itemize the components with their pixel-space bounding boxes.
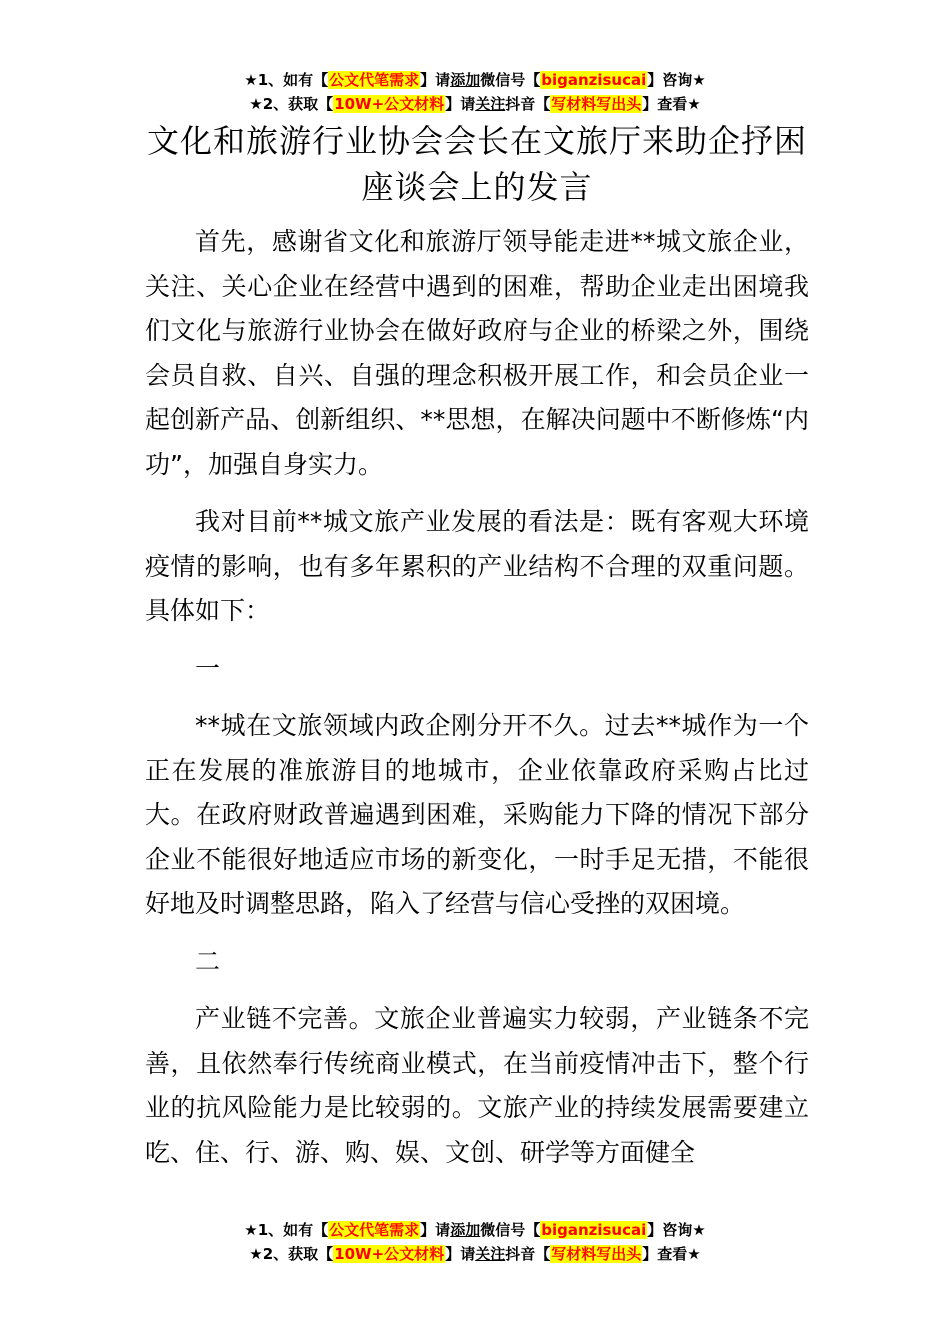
banner-line-1 xyxy=(0,68,950,92)
banner-text: 抖音【 xyxy=(505,1245,551,1263)
banner-highlight: 10W+公文材料 xyxy=(334,95,445,113)
section-heading-1: 一 xyxy=(195,653,221,683)
section-heading-2: 二 xyxy=(195,946,221,976)
banner-line-2 xyxy=(0,92,950,116)
banner-highlight: 写材料写出头 xyxy=(551,95,642,113)
document-title: 文化和旅游行业协会会长在文旅厅来助企抒困座谈会上的发言 xyxy=(146,122,807,206)
banner-text: ★1、如有【 xyxy=(244,1221,329,1239)
banner-line-1 xyxy=(0,1218,950,1242)
banner-text: 抖音【 xyxy=(505,95,551,113)
banner-underlined: 关注 xyxy=(475,1245,506,1263)
paragraph-3: **城在文旅领域内政企刚分开不久。过去**城作为一个正在发展的准旅游目的地城市，企业依靠政府采购占比过大。在政府财政普遍遇到困难，采购能力下降的情况下部分企业不能很好地适应市场的新变化，一时手足无措，不能很好地及时调整思路，陷入了经营与信心受挫的双困境。 xyxy=(145,711,809,918)
banner-underlined: 添加 xyxy=(450,1221,481,1239)
banner-text: ★2、获取【 xyxy=(249,95,334,113)
banner-highlight: 10W+公文材料 xyxy=(334,1245,445,1263)
banner-text: 】咨询★ xyxy=(647,71,706,89)
banner-text: ★1、如有【 xyxy=(244,71,329,89)
banner-text: 】查看★ xyxy=(642,95,701,113)
paragraph-4: 产业链不完善。文旅企业普遍实力较弱，产业链条不完善，且依然奉行传统商业模式，在当前疫情冲击下，整个行业的抗风险能力是比较弱的。文旅产业的持续发展需要建立吃、住、行、游、购、娱、文创、研学等方面健全 xyxy=(145,1004,809,1167)
document-body xyxy=(145,118,809,1167)
banner-highlight: 公文代笔需求 xyxy=(329,71,420,89)
banner-text: 】请 xyxy=(420,71,451,89)
banner-highlight: biganzisucai xyxy=(541,71,647,89)
banner-text: 微信号【 xyxy=(480,1221,541,1239)
banner-line-2 xyxy=(0,1242,950,1266)
banner-text: 】请 xyxy=(445,1245,476,1263)
banner-underlined: 关注 xyxy=(475,95,506,113)
banner-text: ★2、获取【 xyxy=(249,1245,334,1263)
paragraph-2: 我对目前**城文旅产业发展的看法是：既有客观大环境疫情的影响，也有多年累积的产业结构不合理的双重问题。具体如下： xyxy=(145,507,809,625)
banner-text: 】咨询★ xyxy=(647,1221,706,1239)
banner-text: 】请 xyxy=(420,1221,451,1239)
banner-underlined: 添加 xyxy=(450,71,481,89)
banner-text: 】查看★ xyxy=(642,1245,701,1263)
paragraph-1: 首先，感谢省文化和旅游厅领导能走进**城文旅企业，关注、关心企业在经营中遇到的困难，帮助企业走出困境我们文化与旅游行业协会在做好政府与企业的桥梁之外，围绕会员自救、自兴、自强的理念积极开展工作，和会员企业一起创新产品、创新组织、**思想，在解决问题中不断修炼“内功”，加强自身实力。 xyxy=(145,227,809,479)
banner-highlight: biganzisucai xyxy=(541,1221,647,1239)
bottom-banner xyxy=(0,1218,950,1266)
banner-highlight: 写材料写出头 xyxy=(551,1245,642,1263)
banner-highlight: 公文代笔需求 xyxy=(329,1221,420,1239)
top-banner xyxy=(0,68,950,116)
banner-text: 】请 xyxy=(445,95,476,113)
banner-text: 微信号【 xyxy=(480,71,541,89)
